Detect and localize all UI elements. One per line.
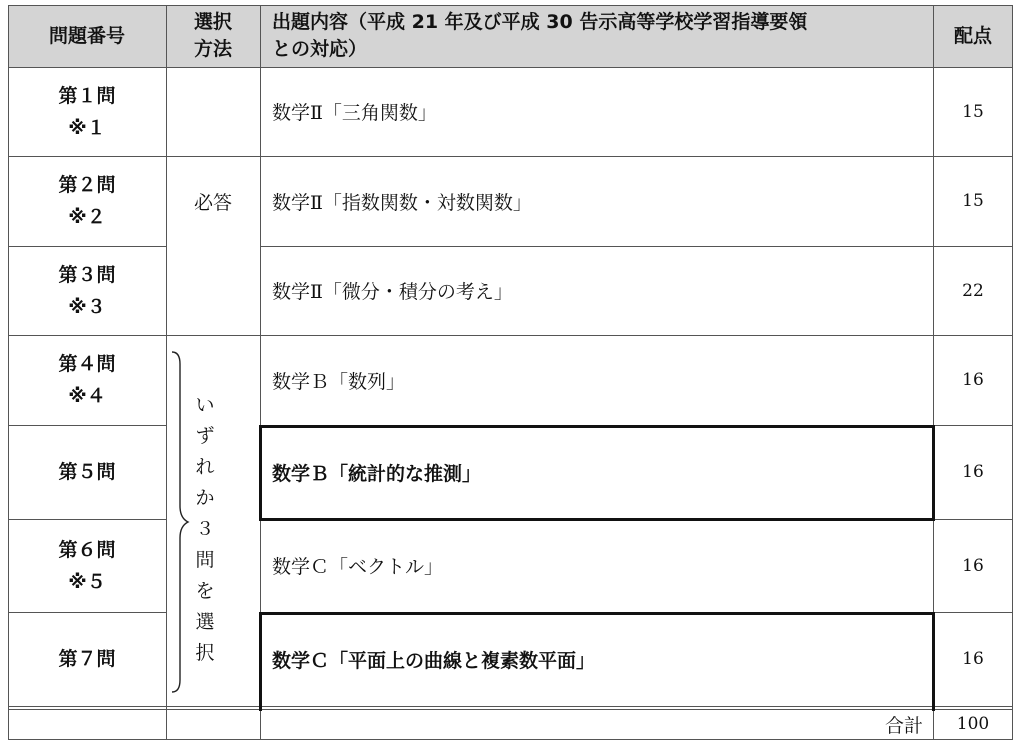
vertical-char: 択 [195,642,215,664]
header-question-number: 問題番号 [48,24,125,47]
header-selection-method-line1: 選択 [193,11,232,33]
content-cell: 数学Ⅱ「指数関数・対数関数」 [272,191,532,214]
points-cell: 16 [962,649,984,669]
vertical-char: れ [195,456,215,478]
points-cell: 15 [962,101,984,122]
total-label: 合計 [884,714,923,737]
points-cell: 16 [962,462,984,482]
question-number: 第５問 [58,461,116,483]
method-required-cell: 必答 [193,191,232,214]
question-cell [8,156,166,246]
question-cell [8,612,166,706]
question-cell [8,67,166,156]
question-cell [8,335,166,425]
vertical-char: ず [195,425,215,447]
question-note: ※３ [68,295,106,318]
total-value: 100 [956,714,990,734]
points-cell: 16 [962,370,984,390]
question-number: 第７問 [58,648,116,670]
question-cell [8,519,166,612]
header-points: 配点 [953,24,992,47]
content-cell: 数学Ｂ「数列」 [272,370,406,393]
content-cell: 数学Ｂ「統計的な推測」 [272,462,482,485]
points-cell: 22 [962,280,984,301]
question-number: 第２問 [58,174,116,196]
question-note: ※５ [68,570,106,593]
vertical-char: 選 [195,611,215,633]
question-number: 第４問 [58,353,116,375]
vertical-char: を [195,580,215,602]
vertical-char: 問 [195,549,215,571]
header-content-line2: との対応） [272,38,368,60]
content-cell: 数学Ｃ「平面上の曲線と複素数平面」 [272,649,596,672]
question-note: ※４ [68,385,106,407]
question-number: 第６問 [58,538,116,561]
method-choice-vertical-text [189,390,221,670]
vertical-char: ３ [195,518,215,540]
vertical-char: か [195,487,215,509]
points-cell: 16 [962,555,984,576]
content-cell: 数学Ｃ「ベクトル」 [272,556,444,578]
header-content-line1: 出題内容（平成 21 年及び平成 30 告示高等学校学習指導要領 [272,11,808,33]
question-note: ※１ [68,116,106,139]
question-cell [8,425,166,519]
header-selection-method-line2: 方法 [193,38,232,60]
rule [8,739,1013,740]
question-note: ※２ [68,206,106,228]
content-cell: 数学Ⅱ「三角関数」 [272,102,437,124]
vertical-char: い [195,394,215,416]
question-cell [8,246,166,335]
header-content [260,5,933,67]
points-cell: 15 [962,191,984,211]
header-selection-method [166,5,260,67]
exam-structure-table [8,5,1013,740]
question-number: 第１問 [58,84,116,107]
content-cell: 数学Ⅱ「微分・積分の考え」 [272,281,513,303]
question-number: 第３問 [58,263,116,286]
